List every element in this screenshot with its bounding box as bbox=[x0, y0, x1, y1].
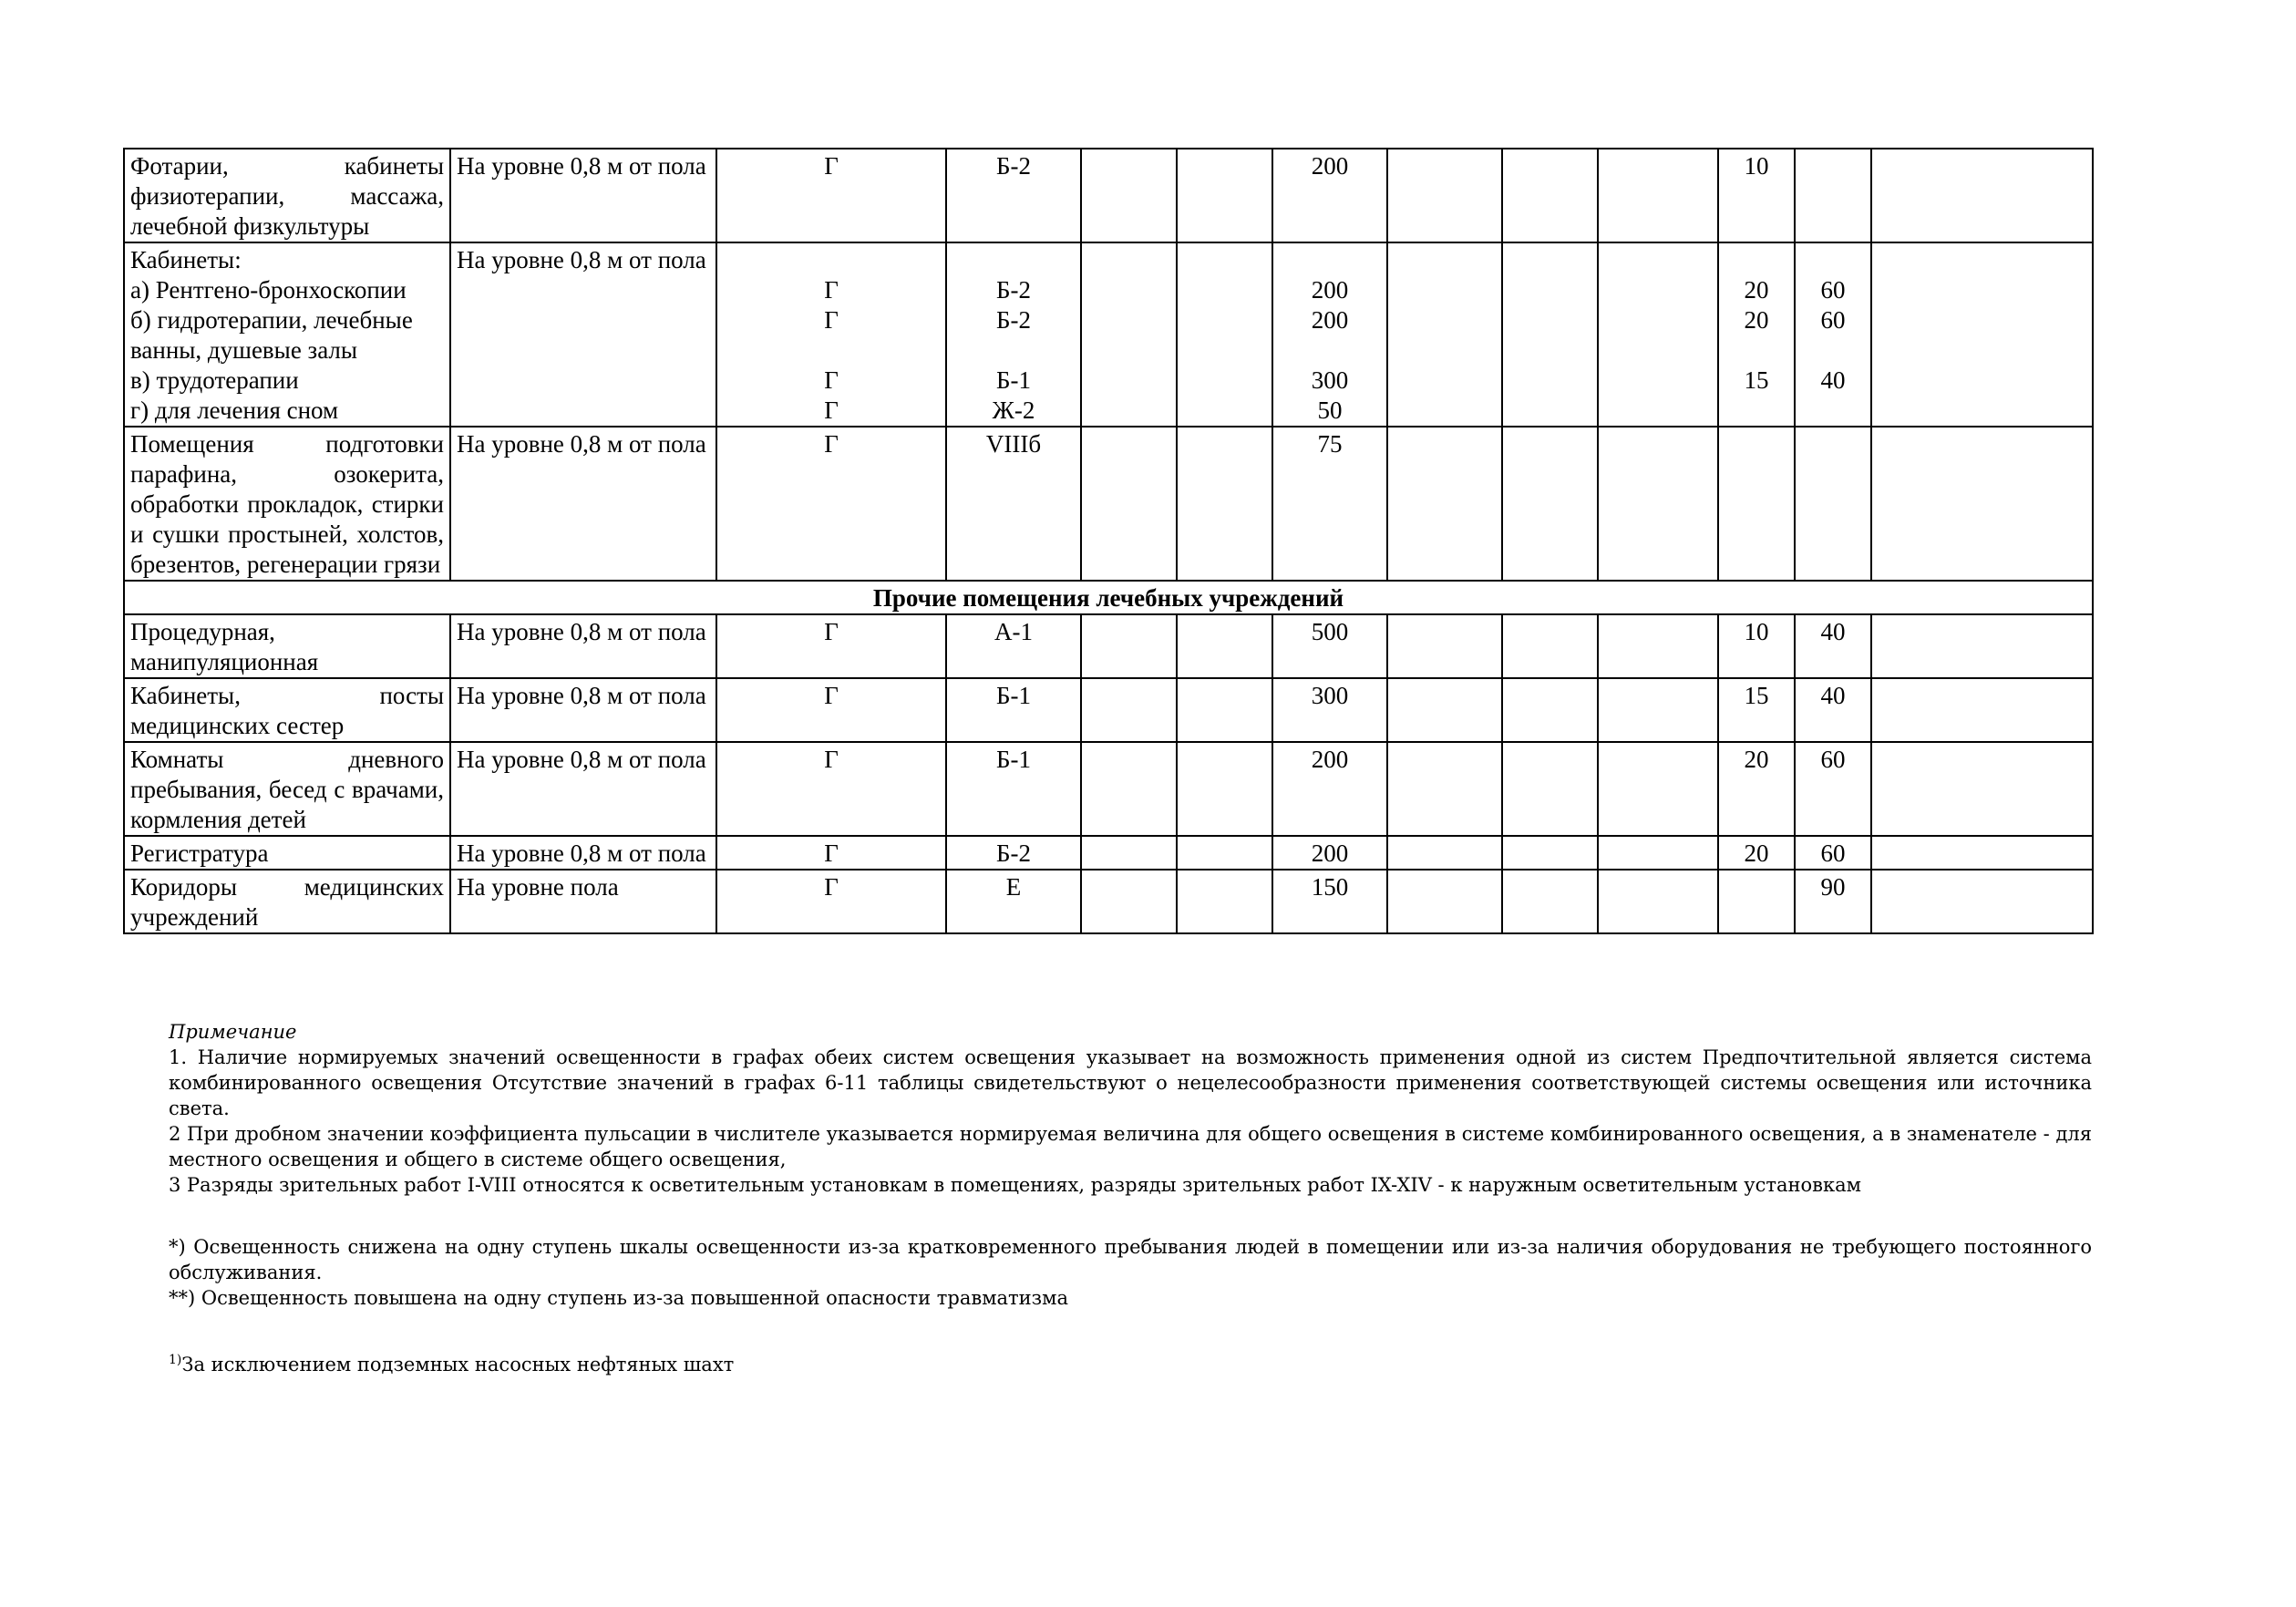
empty-cell bbox=[1387, 427, 1502, 581]
subcategory-cell bbox=[946, 427, 1081, 581]
table-row bbox=[124, 870, 2093, 933]
empty-cell bbox=[1177, 427, 1272, 581]
index-cell: 20 bbox=[1718, 742, 1795, 836]
empty-cell bbox=[1871, 427, 2093, 581]
subcategory-line: Ж-2 bbox=[992, 397, 1035, 424]
empty-cell bbox=[1387, 870, 1502, 933]
table-row bbox=[124, 614, 2093, 678]
category-cell bbox=[716, 427, 946, 581]
illuminance-cell: 150 bbox=[1272, 870, 1387, 933]
subcategory-line bbox=[952, 335, 1075, 366]
pulsation-cell: 90 bbox=[1795, 870, 1871, 933]
empty-cell bbox=[1177, 870, 1272, 933]
empty-cell bbox=[1598, 836, 1718, 870]
empty-cell bbox=[1177, 836, 1272, 870]
subcategory-line bbox=[952, 245, 1075, 275]
empty-cell bbox=[1081, 427, 1177, 581]
empty-cell bbox=[1387, 836, 1502, 870]
index-line bbox=[1725, 429, 1788, 459]
note-2: 2 При дробном значении коэффициента пульсации в числителе указывается нормируемая величина для общего освещения в системе комбинированного освещения, а в знаменателе - для местного освещения и общего в системе общего освещения, bbox=[169, 1123, 2092, 1170]
index-cell bbox=[1718, 427, 1795, 581]
empty-cell bbox=[1871, 870, 2093, 933]
empty-cell bbox=[1177, 742, 1272, 836]
subcategory-line: VIIIб bbox=[985, 430, 1042, 458]
empty-cell bbox=[1502, 149, 1598, 242]
pulsation-line bbox=[1801, 396, 1865, 426]
empty-cell bbox=[1598, 870, 1718, 933]
room-name-line: б) гидротерапии, лечебные ванны, душевые залы bbox=[130, 306, 413, 364]
working-plane-cell: На уровне пола bbox=[450, 870, 716, 933]
section-row bbox=[124, 581, 2093, 614]
footnote-double-star: **) Освещенность повышена на одну ступень из-за повышенной опасности травматизма bbox=[169, 1287, 1068, 1309]
footnote-1-text: За исключением подземных насосных нефтяных шахт bbox=[181, 1354, 735, 1375]
subcategory-line: Б-2 bbox=[996, 276, 1031, 304]
empty-cell bbox=[1598, 678, 1718, 742]
working-plane-cell: На уровне 0,8 м от пола bbox=[450, 614, 716, 678]
empty-cell bbox=[1871, 678, 2093, 742]
index-line: 15 bbox=[1744, 366, 1769, 394]
category-line: Г bbox=[824, 152, 839, 180]
working-plane-cell: На уровне 0,8 м от пола bbox=[450, 242, 716, 427]
section-title: Прочие помещения лечебных учреждений bbox=[124, 581, 2093, 614]
category-cell: Г bbox=[716, 836, 946, 870]
index-cell bbox=[1718, 149, 1795, 242]
empty-cell bbox=[1177, 149, 1272, 242]
working-plane-cell: На уровне 0,8 м от пола bbox=[450, 427, 716, 581]
index-cell bbox=[1718, 870, 1795, 933]
pulsation-line: 60 bbox=[1820, 306, 1846, 334]
index-line bbox=[1725, 396, 1788, 426]
index-cell: 10 bbox=[1718, 614, 1795, 678]
index-line bbox=[1725, 335, 1788, 366]
table-row bbox=[124, 836, 2093, 870]
room-name-cell: Помещения подготовки парафина, озокерита, обработки прокладок, стирки и сушки простыней, холстов, брезентов, регенерации грязи bbox=[124, 427, 450, 581]
illuminance-line bbox=[1279, 245, 1381, 275]
category-cell: Г bbox=[716, 678, 946, 742]
empty-cell bbox=[1502, 427, 1598, 581]
category-line: Г bbox=[824, 397, 839, 424]
notes-heading: Примечание bbox=[169, 1021, 297, 1043]
empty-cell bbox=[1387, 742, 1502, 836]
room-name-cell: Регистратура bbox=[124, 836, 450, 870]
empty-cell bbox=[1502, 242, 1598, 427]
empty-cell bbox=[1177, 242, 1272, 427]
empty-cell bbox=[1598, 742, 1718, 836]
footnote-1-mark: 1) bbox=[169, 1353, 182, 1367]
category-line: Г bbox=[824, 276, 839, 304]
room-name-line: в) трудотерапии bbox=[130, 366, 299, 394]
subcategory-line: Б-1 bbox=[996, 366, 1031, 394]
illuminance-line: 50 bbox=[1317, 397, 1343, 424]
pulsation-line bbox=[1801, 429, 1865, 459]
footnote-1 bbox=[123, 1347, 2092, 1377]
subcategory-cell: Б-1 bbox=[946, 742, 1081, 836]
illuminance-line: 300 bbox=[1311, 366, 1349, 394]
illuminance-cell: 200 bbox=[1272, 742, 1387, 836]
room-name-line: Кабинеты: bbox=[130, 246, 242, 273]
empty-cell bbox=[1871, 149, 2093, 242]
working-plane-cell: На уровне 0,8 м от пола bbox=[450, 742, 716, 836]
empty-cell bbox=[1387, 242, 1502, 427]
empty-cell bbox=[1871, 614, 2093, 678]
empty-cell bbox=[1502, 742, 1598, 836]
table-row bbox=[124, 427, 2093, 581]
illuminance-cell bbox=[1272, 149, 1387, 242]
index-cell: 15 bbox=[1718, 678, 1795, 742]
subcategory-cell: Б-1 bbox=[946, 678, 1081, 742]
pulsation-cell bbox=[1795, 427, 1871, 581]
subcategory-cell: Б-2 bbox=[946, 836, 1081, 870]
notes-block bbox=[123, 1019, 2092, 1377]
index-line: 10 bbox=[1744, 152, 1769, 180]
pulsation-cell: 40 bbox=[1795, 678, 1871, 742]
category-line bbox=[723, 335, 940, 366]
empty-cell bbox=[1502, 870, 1598, 933]
illuminance-cell: 500 bbox=[1272, 614, 1387, 678]
illuminance-line: 200 bbox=[1311, 276, 1349, 304]
index-line: 20 bbox=[1744, 276, 1769, 304]
illuminance-line bbox=[1279, 335, 1381, 366]
illuminance-line: 200 bbox=[1311, 306, 1349, 334]
room-name-cell: Фотарии, кабинеты физиотерапии, массажа, лечебной физкультуры bbox=[124, 149, 450, 242]
note-1: 1. Наличие нормируемых значений освещенности в графах обеих систем освещения указывает на возможность применения одной из систем Предпочтительной является система комбинированного освещения Отсутствие значений в графах 6-11 таблицы свидетельствуют о нецелесообразности применения соответствующей системы освещения или источника света. bbox=[169, 1046, 2092, 1119]
index-cell bbox=[1718, 242, 1795, 427]
empty-cell bbox=[1177, 678, 1272, 742]
subcategory-line: Б-2 bbox=[996, 152, 1031, 180]
empty-cell bbox=[1871, 836, 2093, 870]
table-body-bottom bbox=[124, 614, 2093, 933]
empty-cell bbox=[1871, 742, 2093, 836]
category-cell: Г bbox=[716, 742, 946, 836]
pulsation-line bbox=[1801, 245, 1865, 275]
subcategory-line: Б-2 bbox=[996, 306, 1031, 334]
illuminance-line: 75 bbox=[1317, 430, 1343, 458]
working-plane-cell: На уровне 0,8 м от пола bbox=[450, 836, 716, 870]
table-body-top bbox=[124, 149, 2093, 581]
pulsation-cell: 60 bbox=[1795, 742, 1871, 836]
index-cell: 20 bbox=[1718, 836, 1795, 870]
category-line: Г bbox=[824, 306, 839, 334]
working-plane-cell: На уровне 0,8 м от пола bbox=[450, 149, 716, 242]
empty-cell bbox=[1387, 678, 1502, 742]
category-cell: Г bbox=[716, 614, 946, 678]
index-line: 20 bbox=[1744, 306, 1769, 334]
category-line bbox=[723, 245, 940, 275]
room-name-cell bbox=[124, 242, 450, 427]
illuminance-cell: 300 bbox=[1272, 678, 1387, 742]
room-name-cell: Кабинеты, посты медицинских сестер bbox=[124, 678, 450, 742]
pulsation-line bbox=[1801, 151, 1865, 181]
empty-cell bbox=[1598, 427, 1718, 581]
empty-cell bbox=[1081, 614, 1177, 678]
subcategory-cell bbox=[946, 242, 1081, 427]
category-cell bbox=[716, 149, 946, 242]
empty-cell bbox=[1387, 614, 1502, 678]
category-cell: Г bbox=[716, 870, 946, 933]
empty-cell bbox=[1081, 742, 1177, 836]
category-cell bbox=[716, 242, 946, 427]
empty-cell bbox=[1502, 678, 1598, 742]
subcategory-cell bbox=[946, 149, 1081, 242]
pulsation-line bbox=[1801, 335, 1865, 366]
room-name-line: а) Рентгено-бронхоскопии bbox=[130, 276, 407, 304]
empty-cell bbox=[1081, 242, 1177, 427]
table-row bbox=[124, 149, 2093, 242]
room-name-cell: Коридоры медицинских учреждений bbox=[124, 870, 450, 933]
empty-cell bbox=[1177, 614, 1272, 678]
empty-cell bbox=[1387, 149, 1502, 242]
pulsation-line: 40 bbox=[1820, 366, 1846, 394]
room-name-line: г) для лечения сном bbox=[130, 397, 339, 424]
room-name-cell: Комнаты дневного пребывания, бесед с врачами, кормления детей bbox=[124, 742, 450, 836]
empty-cell bbox=[1081, 870, 1177, 933]
empty-cell bbox=[1081, 836, 1177, 870]
category-line: Г bbox=[824, 430, 839, 458]
table-row bbox=[124, 742, 2093, 836]
subcategory-cell: Е bbox=[946, 870, 1081, 933]
room-name-cell: Процедурная, манипуляционная bbox=[124, 614, 450, 678]
pulsation-cell bbox=[1795, 242, 1871, 427]
illuminance-line: 200 bbox=[1311, 152, 1349, 180]
note-3: 3 Разряды зрительных работ I-VIII относятся к осветительным установкам в помещениях, разряды зрительных работ IX-XIV - к наружным осветительным установкам bbox=[169, 1174, 1861, 1196]
working-plane-cell: На уровне 0,8 м от пола bbox=[450, 678, 716, 742]
empty-cell bbox=[1598, 614, 1718, 678]
pulsation-cell bbox=[1795, 149, 1871, 242]
subcategory-cell: А-1 bbox=[946, 614, 1081, 678]
empty-cell bbox=[1081, 149, 1177, 242]
empty-cell bbox=[1598, 149, 1718, 242]
index-line bbox=[1725, 245, 1788, 275]
empty-cell bbox=[1871, 242, 2093, 427]
table-row bbox=[124, 242, 2093, 427]
empty-cell bbox=[1502, 836, 1598, 870]
category-line: Г bbox=[824, 366, 839, 394]
illuminance-cell bbox=[1272, 242, 1387, 427]
pulsation-line: 60 bbox=[1820, 276, 1846, 304]
footnote-single-star: *) Освещенность снижена на одну ступень шкалы освещенности из-за кратковременного пребывания людей в помещении или из-за наличия оборудования не требующего постоянного обслуживания. bbox=[169, 1236, 2092, 1283]
empty-cell bbox=[1598, 242, 1718, 427]
empty-cell bbox=[1502, 614, 1598, 678]
empty-cell bbox=[1081, 678, 1177, 742]
illuminance-cell: 200 bbox=[1272, 836, 1387, 870]
illuminance-cell bbox=[1272, 427, 1387, 581]
table-row bbox=[124, 678, 2093, 742]
pulsation-cell: 60 bbox=[1795, 836, 1871, 870]
lighting-norms-table-sheet bbox=[123, 148, 2094, 934]
pulsation-cell: 40 bbox=[1795, 614, 1871, 678]
lighting-norms-table bbox=[123, 148, 2094, 934]
